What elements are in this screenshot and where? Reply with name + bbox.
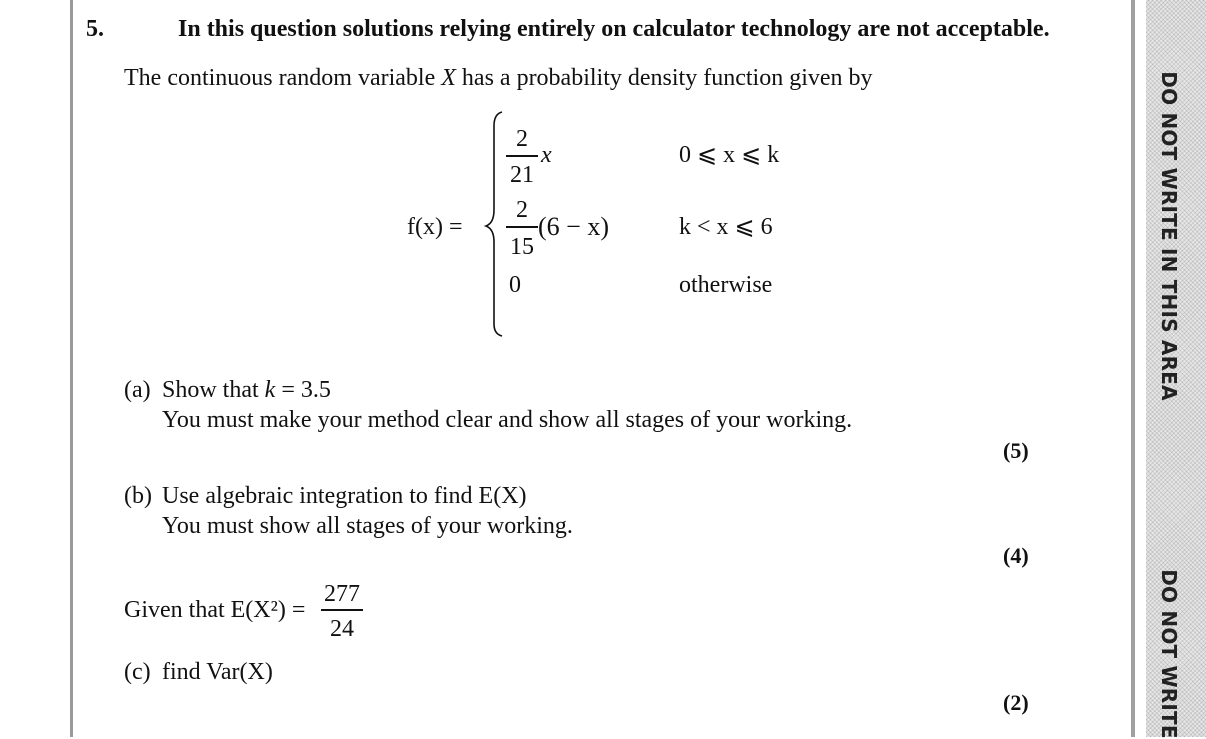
part-c-text: find Var(X) xyxy=(162,659,273,685)
question-intro: The continuous random variable X has a probability density function given by xyxy=(124,65,873,91)
pdf-lhs: f(x) = xyxy=(407,214,463,240)
case3-condition: otherwise xyxy=(679,272,773,298)
case2-expression: (6 − x) xyxy=(538,212,609,241)
part-b-marks: (4) xyxy=(1003,543,1029,568)
given-fraction-bar xyxy=(321,609,363,611)
case1-fraction-bar xyxy=(506,155,538,157)
case2-condition: k < x ⩽ 6 xyxy=(679,214,773,240)
case2-fraction-bar xyxy=(506,226,538,228)
part-c-marks: (2) xyxy=(1003,690,1029,715)
case1-denominator: 21 xyxy=(510,162,534,188)
case3-expression: 0 xyxy=(509,272,521,298)
part-a-line1: Show that k = 3.5 xyxy=(162,377,331,403)
given-text: Given that E(X²) = xyxy=(124,597,306,623)
case1-numerator: 2 xyxy=(516,126,528,152)
part-c-label: (c) xyxy=(124,659,151,685)
part-a-label: (a) xyxy=(124,377,151,403)
question-instruction: In this question solutions relying entirely on calculator technology are not acceptable. xyxy=(178,16,1050,42)
part-b-line1: Use algebraic integration to find E(X) xyxy=(162,483,527,509)
case1-variable: x xyxy=(541,142,552,168)
do-not-write-label-top: DO NOT WRITE IN THIS AREA xyxy=(1157,71,1181,401)
case1-condition: 0 ⩽ x ⩽ k xyxy=(679,142,780,168)
left-margin-rule xyxy=(70,0,73,737)
part-a-line2: You must make your method clear and show all stages of your working. xyxy=(162,407,853,433)
question-number: 5. xyxy=(86,16,104,42)
left-brace xyxy=(484,110,508,338)
do-not-write-label-bottom: DO NOT WRITE xyxy=(1157,569,1181,739)
given-numerator: 277 xyxy=(324,581,360,607)
part-b-line2: You must show all stages of your working. xyxy=(162,513,573,539)
part-b-label: (b) xyxy=(124,483,152,509)
part-a-marks: (5) xyxy=(1003,438,1029,463)
case2-denominator: 15 xyxy=(510,234,534,260)
case2-numerator: 2 xyxy=(516,197,528,223)
given-denominator: 24 xyxy=(330,616,354,642)
right-margin-rule xyxy=(1131,0,1135,737)
